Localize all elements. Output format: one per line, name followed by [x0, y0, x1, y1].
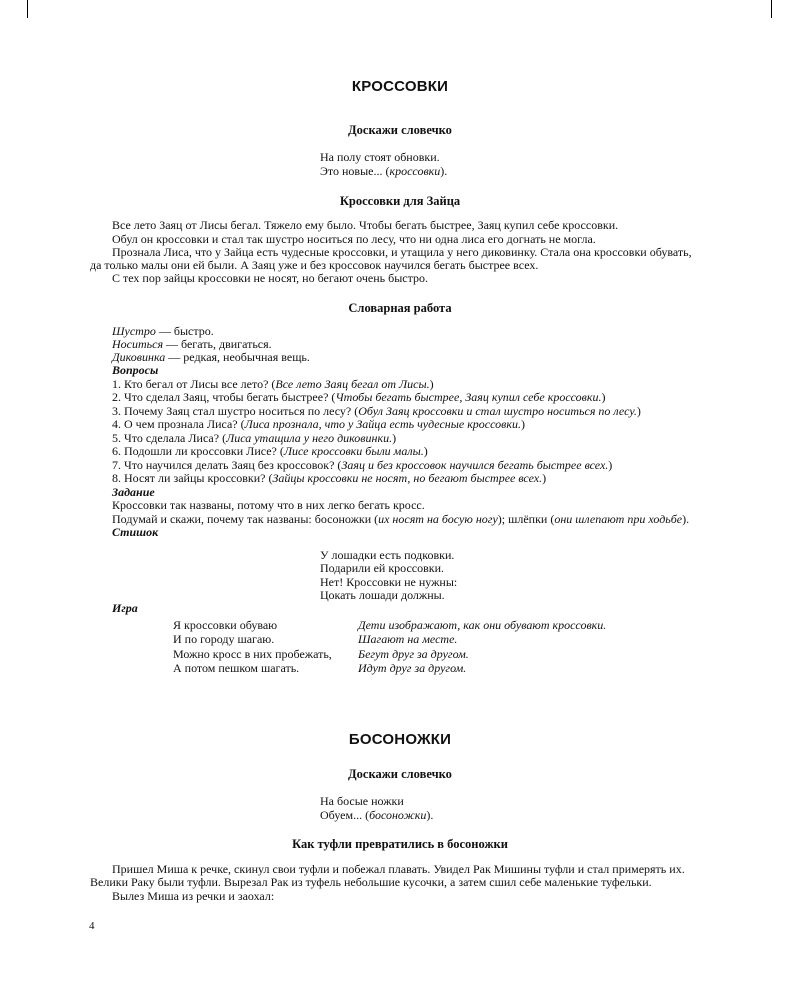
game-text: А потом пешком шагать. [173, 661, 300, 675]
riddle-line-1: На босые ножки [320, 794, 404, 808]
game-text: Я кроссовки обуваю [173, 618, 278, 632]
vocab-item: Носиться — бегать, двигаться. [112, 337, 272, 351]
riddle-line-1: На полу стоят обновки. [320, 150, 440, 164]
game-action: Идут друг за другом. [358, 661, 467, 675]
game-action: Шагают на месте. [358, 632, 458, 646]
label-game: Игра [112, 601, 138, 615]
story-paragraph: Вылез Миша из речки и заохал: [112, 889, 275, 903]
question-item: 4. О чем прознала Лиса? (Лиса прознала, что у Зайца есть чудесные кроссовки.) [112, 417, 525, 431]
task-line: Подумай и скажи, почему так названы: босоножки (их носят на босую ногу); шлёпки (они шлепают при ходьбе). [112, 512, 690, 526]
heading-story-2: Как туфли превратились в босоножки [292, 837, 508, 851]
story-paragraph: Обул он кроссовки и стал так шустро носиться по лесу, что ни одна лиса его догнать не могла. [112, 232, 596, 246]
vocab-item: Диковинка — редкая, необычная вещь. [112, 350, 310, 364]
story-paragraph: Все лето Заяц от Лисы бегал. Тяжело ему было. Чтобы бегать быстрее, Заяц купил себе кроссовки. [112, 218, 619, 232]
story-paragraph: Пришел Миша к речке, скинул свои туфли и побежал плавать. Увидел Рак Мишины туфли и стал примерять их. [112, 862, 685, 876]
label-poem: Стишок [112, 525, 159, 539]
game-action: Дети изображают, как они обувают кроссовки. [358, 618, 607, 632]
game-text: И по городу шагаю. [173, 632, 275, 646]
question-item: 5. Что сделала Лиса? (Лиса утащила у него диковинки.) [112, 431, 397, 445]
heading-story-1: Кроссовки для Зайца [339, 194, 461, 208]
story-paragraph: Прознала Лиса, что у Зайца есть чудесные кроссовки, и утащила у него диковинку. Стала она кроссовки обувать, [112, 245, 692, 259]
heading-finish-word-2: Доскажи словечко [348, 767, 452, 781]
poem-line: Нет! Кроссовки не нужны: [320, 575, 458, 589]
game-text: Можно кросс в них пробежать, [173, 647, 332, 661]
riddle-line-2: Обуем... (босоножки). [320, 808, 434, 822]
poem-line: Подарили ей кроссовки. [320, 561, 445, 575]
story-paragraph: С тех пор зайцы кроссовки не носят, но бегают очень быстро. [112, 271, 428, 285]
label-questions: Вопросы [112, 363, 159, 377]
question-item: 1. Кто бегал от Лисы все лето? (Все лето Заяц бегал от Лисы.) [112, 377, 434, 391]
game-action: Бегут друг за другом. [358, 647, 469, 661]
section-title-sneakers: КРОССОВКИ [351, 78, 449, 95]
story-paragraph-cont: Велики Раку были туфли. Вырезал Рак из туфель небольшие кусочки, а затем сшил себе маленькие туфельки. [90, 875, 652, 889]
question-item: 8. Носят ли зайцы кроссовки? (Зайцы кроссовки не носят, но бегают быстрее всех.) [112, 471, 547, 485]
heading-finish-word-1: Доскажи словечко [348, 123, 452, 137]
heading-vocab: Словарная работа [348, 301, 452, 315]
question-item: 3. Почему Заяц стал шустро носиться по лесу? (Обул Заяц кроссовки и стал шустро носиться по лесу.) [112, 404, 641, 418]
question-item: 2. Что сделал Заяц, чтобы бегать быстрее? (Чтобы бегать быстрее, Заяц купил себе кроссовки.) [112, 390, 606, 404]
label-task: Задание [112, 485, 155, 499]
vocab-item: Шустро — быстро. [112, 324, 214, 338]
task-line: Кроссовки так названы, потому что в них легко бегать кросс. [112, 498, 425, 512]
question-item: 7. Что научился делать Заяц без кроссовок? (Заяц и без кроссовок научился бегать быстрее всех.) [112, 458, 613, 472]
riddle-line-2: Это новые... (кроссовки). [320, 164, 448, 178]
poem-line: У лошадки есть подковки. [320, 548, 455, 562]
page-number: 4 [89, 920, 95, 932]
story-paragraph-cont: да только малы они ей были. А Заяц уже и без кроссовок научился бегать быстрее всех. [90, 258, 539, 272]
section-title-sandals: БОСОНОЖКИ [348, 731, 452, 748]
question-item: 6. Подошли ли кроссовки Лисе? (Лисе кроссовки были малы.) [112, 444, 428, 458]
poem-line: Цокать лошади должны. [320, 588, 445, 602]
